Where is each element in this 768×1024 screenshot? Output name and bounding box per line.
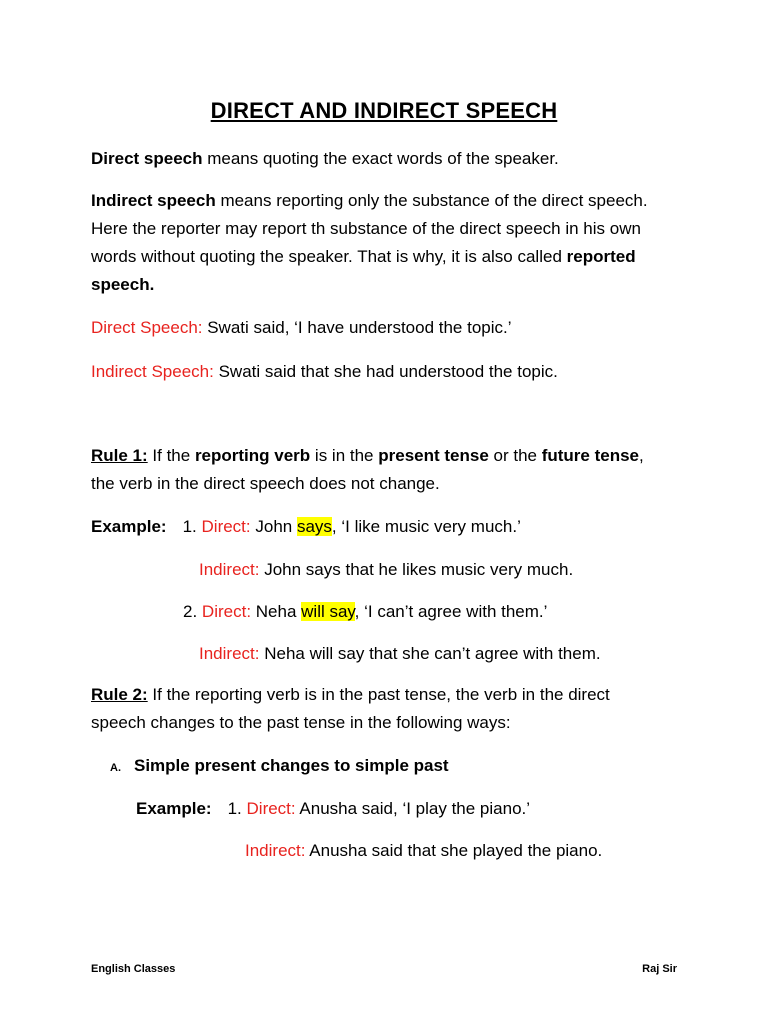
example-text: , ‘I can’t agree with them.’ [354, 602, 548, 621]
indirect-speech-definition [91, 187, 651, 299]
rule-2-text: If the reporting verb is in the past tense, the verb in the direct speech changes to the past tense in the following ways: [91, 685, 610, 732]
direct-speech-text: means quoting the exact words of the speaker. [202, 149, 559, 168]
rule-1-bold: present tense [378, 446, 489, 465]
rule-1-example-2-direct [183, 598, 547, 626]
main-example-direct [91, 314, 512, 342]
example-text: , ‘I like music very much.’ [331, 517, 521, 536]
rule-1-bold: future tense [541, 446, 639, 465]
subrule-a [110, 752, 449, 782]
rule-1-label: Rule 1: [91, 446, 148, 465]
indirect-speech-label: Indirect Speech: [91, 362, 214, 381]
direct-label: Direct: [201, 602, 252, 621]
example-text: Anusha said that she played the piano. [305, 841, 603, 860]
subrule-text: Simple present changes to simple past [134, 756, 449, 775]
rule-1-text: , the verb in the direct speech does not change. [91, 446, 644, 493]
main-example-indirect [91, 358, 558, 386]
rule-1 [91, 442, 651, 498]
main-example-indirect-text: Swati said that she had understood the topic. [213, 362, 558, 381]
indirect-speech-text: means reporting only the substance of the direct speech. Here the reporter may report th substance of the direct speech in his own words without quoting the speaker. That is why, it is also called [91, 191, 648, 266]
rule-1-example-1-direct [91, 513, 521, 541]
example-number: 2. [183, 602, 198, 621]
rule-1-example-2-indirect [199, 640, 601, 668]
term-direct-speech: Direct speech [91, 149, 203, 168]
example-label: Example: [136, 799, 212, 818]
rule-1-bold: reporting verb [194, 446, 311, 465]
indirect-label: Indirect: [199, 560, 260, 579]
example-text: John says that he likes music very much. [259, 560, 574, 579]
example-number: 1. [227, 799, 242, 818]
rule-2-example-1-indirect [245, 837, 602, 865]
term-indirect-speech: Indirect speech [91, 191, 216, 210]
direct-label: Direct: [201, 517, 251, 536]
footer-left: English Classes [91, 963, 176, 975]
rule-2-example-1-direct [136, 795, 530, 823]
page-title: DIRECT AND INDIRECT SPEECH [210, 98, 558, 123]
footer-right: Raj Sir [642, 963, 677, 975]
example-text: Neha will say that she can’t agree with them. [259, 644, 601, 663]
highlighted-verb: says [296, 517, 332, 536]
direct-speech-definition [91, 145, 691, 173]
highlighted-verb: will say [301, 602, 355, 621]
rule-1-text: or the [488, 446, 542, 465]
direct-label: Direct: [246, 799, 296, 818]
rule-2 [91, 681, 651, 737]
example-number: 1. [182, 517, 197, 536]
example-text: Neha [251, 602, 302, 621]
direct-speech-label: Direct Speech: [91, 318, 203, 337]
example-label: Example: [91, 517, 167, 536]
main-example-direct-text: Swati said, ‘I have understood the topic.’ [202, 318, 512, 337]
rule-1-text: If the [147, 446, 195, 465]
rule-2-label: Rule 2: [91, 685, 148, 704]
example-text: John [250, 517, 297, 536]
rule-1-text: is in the [310, 446, 379, 465]
subrule-letter: A. [110, 762, 121, 774]
term-reported-speech: reported speech. [91, 247, 636, 294]
indirect-label: Indirect: [245, 841, 306, 860]
rule-1-example-1-indirect [199, 556, 573, 584]
example-text: Anusha said, ‘I play the piano.’ [295, 799, 531, 818]
indirect-label: Indirect: [199, 644, 260, 663]
